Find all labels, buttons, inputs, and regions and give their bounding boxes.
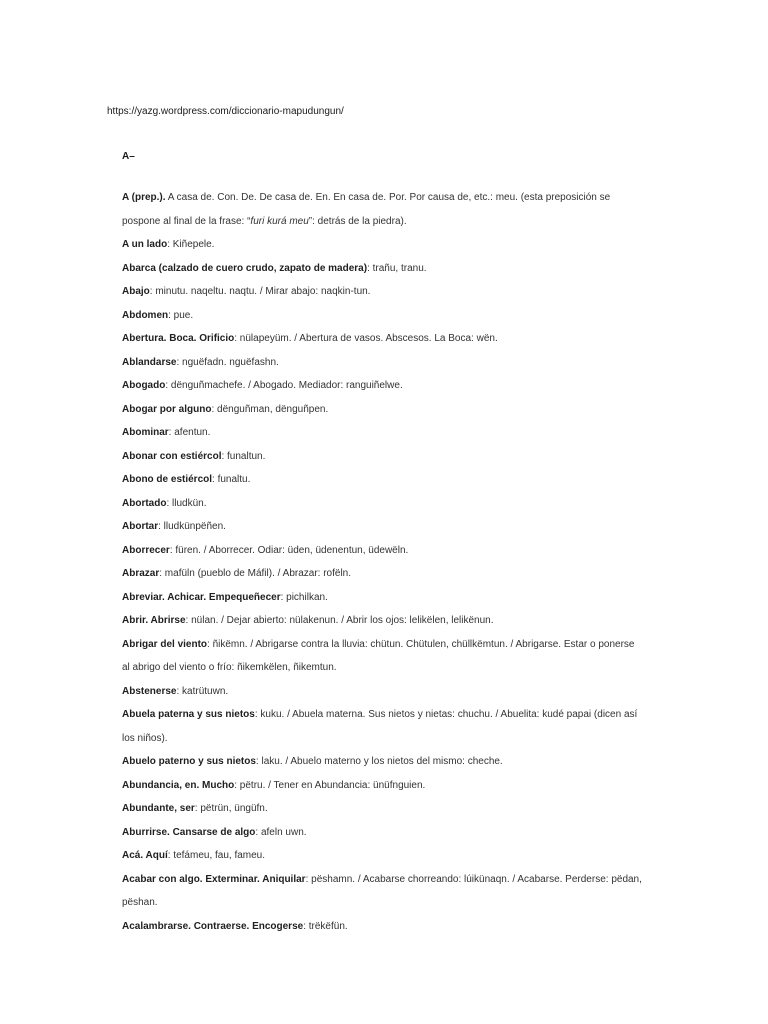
source-url[interactable]: https://yazg.wordpress.com/diccionario-mapudungun/ — [107, 106, 344, 117]
entry-term: Abertura. Boca. Orificio — [122, 333, 235, 344]
dictionary-entry — [122, 233, 642, 257]
entry-term: Acabar con algo. Exterminar. Aniquilar — [122, 873, 306, 885]
dictionary-entry — [122, 633, 642, 680]
dictionary-entry — [122, 421, 642, 445]
entry-definition: : mafüln (pueblo de Máfil). / Abrazar: rofëln. — [159, 568, 352, 579]
entry-term: Ablandarse — [122, 356, 177, 368]
dictionary-entry — [122, 868, 642, 915]
entry-term: Abominar — [122, 427, 169, 438]
entry-definition: : kuku. / Abuela materna. Sus nietos y nietas: chuchu. / Abuelita: kudé papai (dicen así los niños). — [122, 709, 638, 744]
entry-definition: : pichilkan. — [280, 591, 328, 603]
section-heading: A– — [122, 151, 135, 162]
entry-definition: : trañu, tranu. — [367, 262, 427, 274]
entry-definition: : funaltun. — [221, 450, 266, 462]
dictionary-entry — [122, 374, 642, 398]
entry-definition: : lludkünpëñen. — [158, 521, 226, 532]
entry-definition: : katrütuwn. — [176, 685, 229, 697]
entry-term: Aborrecer — [122, 544, 170, 556]
entry-term: A (prep.). — [122, 192, 166, 203]
entry-definition: : pëtrün, üngüfn. — [194, 803, 268, 814]
dictionary-entry — [122, 703, 642, 750]
dictionary-entry — [122, 327, 642, 351]
entry-definition: : lludkün. — [166, 497, 207, 509]
entry-term: Abdomen — [122, 309, 169, 321]
entry-definition: : dënguñmachefe. / Abogado. Mediador: ranguiñelwe. — [165, 380, 403, 391]
dictionary-entry — [122, 680, 642, 704]
entry-term: Abrigar del viento — [122, 638, 208, 650]
entry-definition: : ñikëmn. / Abrigarse contra la lluvia: chütun. Chütulen, chüllkëmtun. / Abrigarse. Estar o ponerse al abrigo del viento o frío: ñikemkëlen, ñikemtun. — [122, 638, 635, 673]
entry-definition: : pëshamn. / Acabarse chorreando: lúikünaqn. / Acabarse. Perderse: pëdan, pëshan. — [122, 873, 642, 908]
entry-term: A un lado — [122, 239, 168, 250]
entry-term: Abrir. Abrirse — [122, 615, 186, 626]
entry-definition: : afentun. — [168, 427, 211, 438]
dictionary-entries — [122, 186, 642, 938]
entry-term: Abstenerse — [122, 685, 177, 697]
entry-term: Abundancia, en. Mucho — [122, 779, 235, 791]
entry-term: Abono de estiércol — [122, 474, 213, 485]
entry-definition: : füren. / Aborrecer. Odiar: üden, üdenentun, üdewëln. — [169, 544, 409, 556]
entry-definition: : afeln uwn. — [255, 826, 307, 838]
entry-definition: : funaltu. — [212, 474, 251, 485]
entry-definition: : minutu. naqeltu. naqtu. / Mirar abajo: naqkin-tun. — [149, 286, 371, 297]
entry-term: Aburrirse. Cansarse de algo — [122, 826, 256, 838]
entry-term: Abuela paterna y sus nietos — [122, 709, 255, 720]
entry-definition: A casa de. Con. De. De casa de. En. En casa de. Por. Por causa de, etc.: meu. (esta preposición se pospone al final de la frase: “furi kurá meu”: detrás de la piedra). — [122, 192, 611, 227]
dictionary-entry — [122, 797, 642, 821]
dictionary-entry — [122, 445, 642, 469]
entry-term: Abuelo paterno y sus nietos — [122, 756, 256, 767]
dictionary-entry — [122, 186, 642, 233]
dictionary-entry — [122, 539, 642, 563]
dictionary-entry — [122, 515, 642, 539]
dictionary-entry — [122, 774, 642, 798]
entry-definition: : trëkëfün. — [303, 920, 348, 932]
entry-term: Abogado — [122, 380, 166, 391]
entry-term: Abundante, ser — [122, 803, 195, 814]
entry-definition: : nülan. / Dejar abierto: nülakenun. / Abrir los ojos: lelikëlen, lelikënun. — [185, 615, 494, 626]
entry-term: Abonar con estiércol — [122, 450, 222, 462]
dictionary-entry — [122, 304, 642, 328]
entry-term: Abarca (calzado de cuero crudo, zapato de madera) — [122, 262, 368, 274]
entry-term: Abogar por alguno — [122, 403, 212, 415]
dictionary-entry — [122, 562, 642, 586]
dictionary-entry — [122, 609, 642, 633]
entry-definition: : pëtru. / Tener en Abundancia: ünüfnguien. — [234, 779, 426, 791]
dictionary-entry — [122, 915, 642, 939]
entry-term: Acalambrarse. Contraerse. Encogerse — [122, 920, 304, 932]
entry-definition: : nguëfadn. nguëfashn. — [176, 356, 279, 368]
dictionary-entry — [122, 844, 642, 868]
entry-term: Acá. Aquí — [122, 850, 168, 861]
dictionary-entry — [122, 750, 642, 774]
dictionary-entry — [122, 398, 642, 422]
entry-definition: : tefámeu, fau, fameu. — [167, 850, 266, 861]
entry-term: Abreviar. Achicar. Empequeñecer — [122, 591, 281, 603]
dictionary-entry — [122, 821, 642, 845]
entry-definition: : Kiñepele. — [167, 239, 215, 250]
example-phrase: furi kurá meu — [250, 215, 309, 227]
dictionary-entry — [122, 280, 642, 304]
dictionary-entry — [122, 351, 642, 375]
dictionary-entry — [122, 468, 642, 492]
entry-term: Abortar — [122, 521, 159, 532]
entry-term: Abrazar — [122, 568, 160, 579]
entry-definition: : nülapeyüm. / Abertura de vasos. Abscesos. La Boca: wën. — [234, 333, 498, 344]
dictionary-entry — [122, 492, 642, 516]
entry-definition: : laku. / Abuelo materno y los nietos del mismo: cheche. — [255, 756, 503, 767]
entry-term: Abortado — [122, 497, 167, 509]
dictionary-entry — [122, 586, 642, 610]
dictionary-entry — [122, 257, 642, 281]
entry-definition: : pue. — [168, 309, 194, 321]
entry-term: Abajo — [122, 286, 150, 297]
entry-definition: : dënguñman, dënguñpen. — [211, 403, 329, 415]
